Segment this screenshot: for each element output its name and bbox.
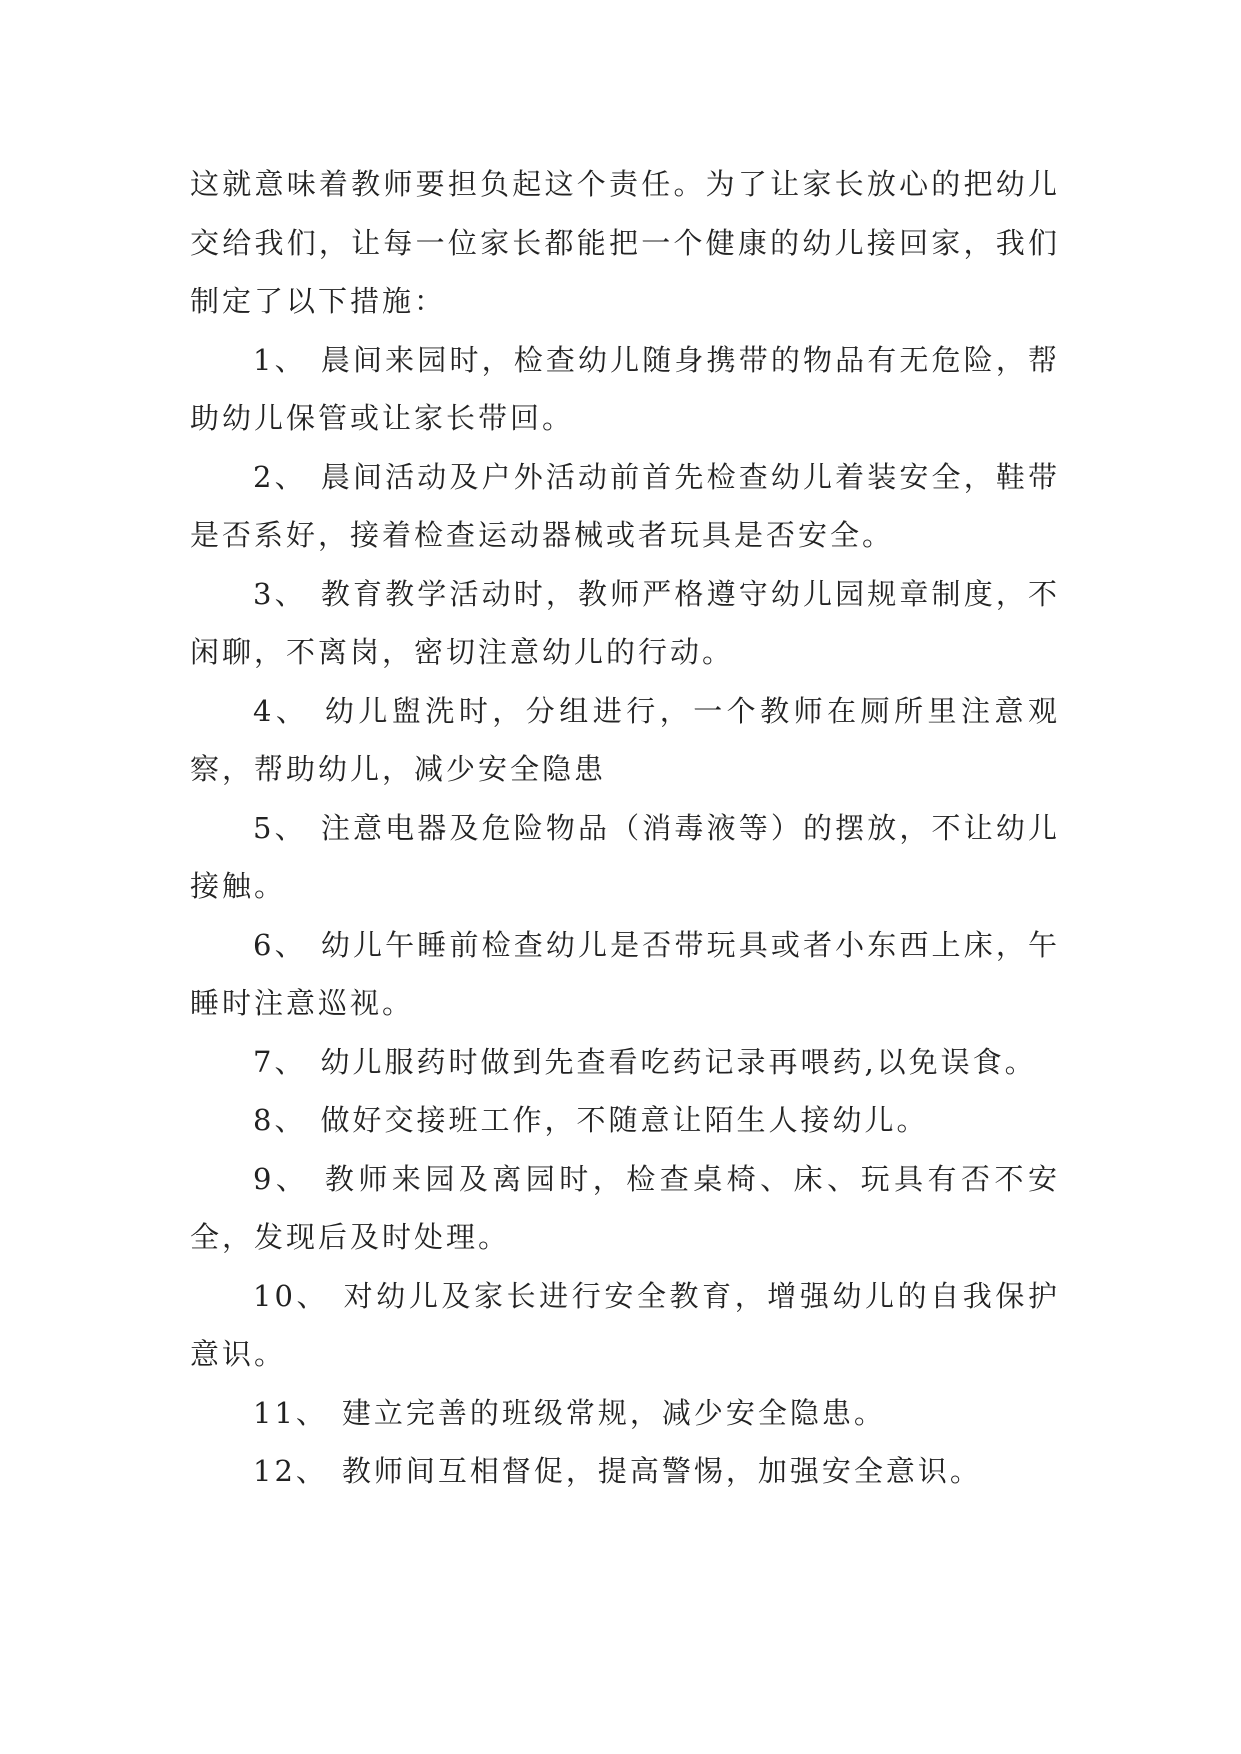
list-item-12 [190, 1442, 1060, 1501]
item-text: 幼儿盥洗时，分组进行，一个教师在厕所里注意观察，帮助幼儿，减少安全隐患 [190, 693, 1060, 786]
item-text: 对幼儿及家长进行安全教育，增强幼儿的自我保护意识。 [190, 1278, 1060, 1371]
list-item-10 [190, 1267, 1060, 1384]
list-item-7 [190, 1033, 1060, 1092]
item-number: 8、 [253, 1103, 307, 1137]
item-number: 11、 [253, 1395, 328, 1430]
list-item-11 [190, 1384, 1060, 1443]
item-text: 晨间来园时，检查幼儿随身携带的物品有无危险，帮助幼儿保管或让家长带回。 [190, 342, 1060, 435]
item-text: 幼儿午睡前检查幼儿是否带玩具或者小东西上床，午睡时注意巡视。 [190, 927, 1060, 1020]
item-text: 注意电器及危险物品（消毒液等）的摆放，不让幼儿接触。 [190, 810, 1060, 903]
item-text: 幼儿服药时做到先查看吃药记录再喂药,以免误食。 [320, 1044, 1037, 1079]
intro-paragraph: 这就意味着教师要担负起这个责任。为了让家长放心的把幼儿交给我们，让每一位家长都能把一个健康的幼儿接回家，我们制定了以下措施： [190, 167, 1060, 318]
list-item-4 [190, 682, 1060, 799]
list-item-8 [190, 1091, 1060, 1150]
item-number: 5、 [253, 810, 307, 845]
list-item-9 [190, 1150, 1060, 1267]
item-number: 3、 [253, 576, 307, 611]
document-body [190, 155, 1060, 1501]
list-item-6 [190, 916, 1060, 1033]
item-text: 教师来园及离园时，检查桌椅、床、玩具有否不安全，发现后及时处理。 [190, 1161, 1060, 1254]
item-number: 9、 [253, 1161, 310, 1196]
item-number: 6、 [253, 927, 307, 962]
item-text: 做好交接班工作，不随意让陌生人接幼儿。 [320, 1103, 929, 1137]
item-number: 12、 [253, 1454, 328, 1488]
item-number: 1、 [253, 342, 307, 377]
item-text: 教师间互相督促，提高警惕，加强安全意识。 [341, 1454, 982, 1488]
item-number: 10、 [253, 1278, 330, 1313]
list-item-5 [190, 799, 1060, 916]
item-text: 晨间活动及户外活动前首先检查幼儿着装安全，鞋带是否系好，接着检查运动器械或者玩具是否安全。 [190, 459, 1060, 552]
item-text: 教育教学活动时，教师严格遵守幼儿园规章制度，不闲聊，不离岗，密切注意幼儿的行动。 [190, 576, 1060, 669]
item-text: 建立完善的班级常规，减少安全隐患。 [341, 1395, 886, 1430]
item-number: 4、 [253, 693, 310, 728]
list-item-3 [190, 565, 1060, 682]
item-number: 7、 [253, 1044, 307, 1079]
list-item-2 [190, 448, 1060, 565]
list-item-1 [190, 331, 1060, 448]
item-number: 2、 [253, 459, 307, 494]
